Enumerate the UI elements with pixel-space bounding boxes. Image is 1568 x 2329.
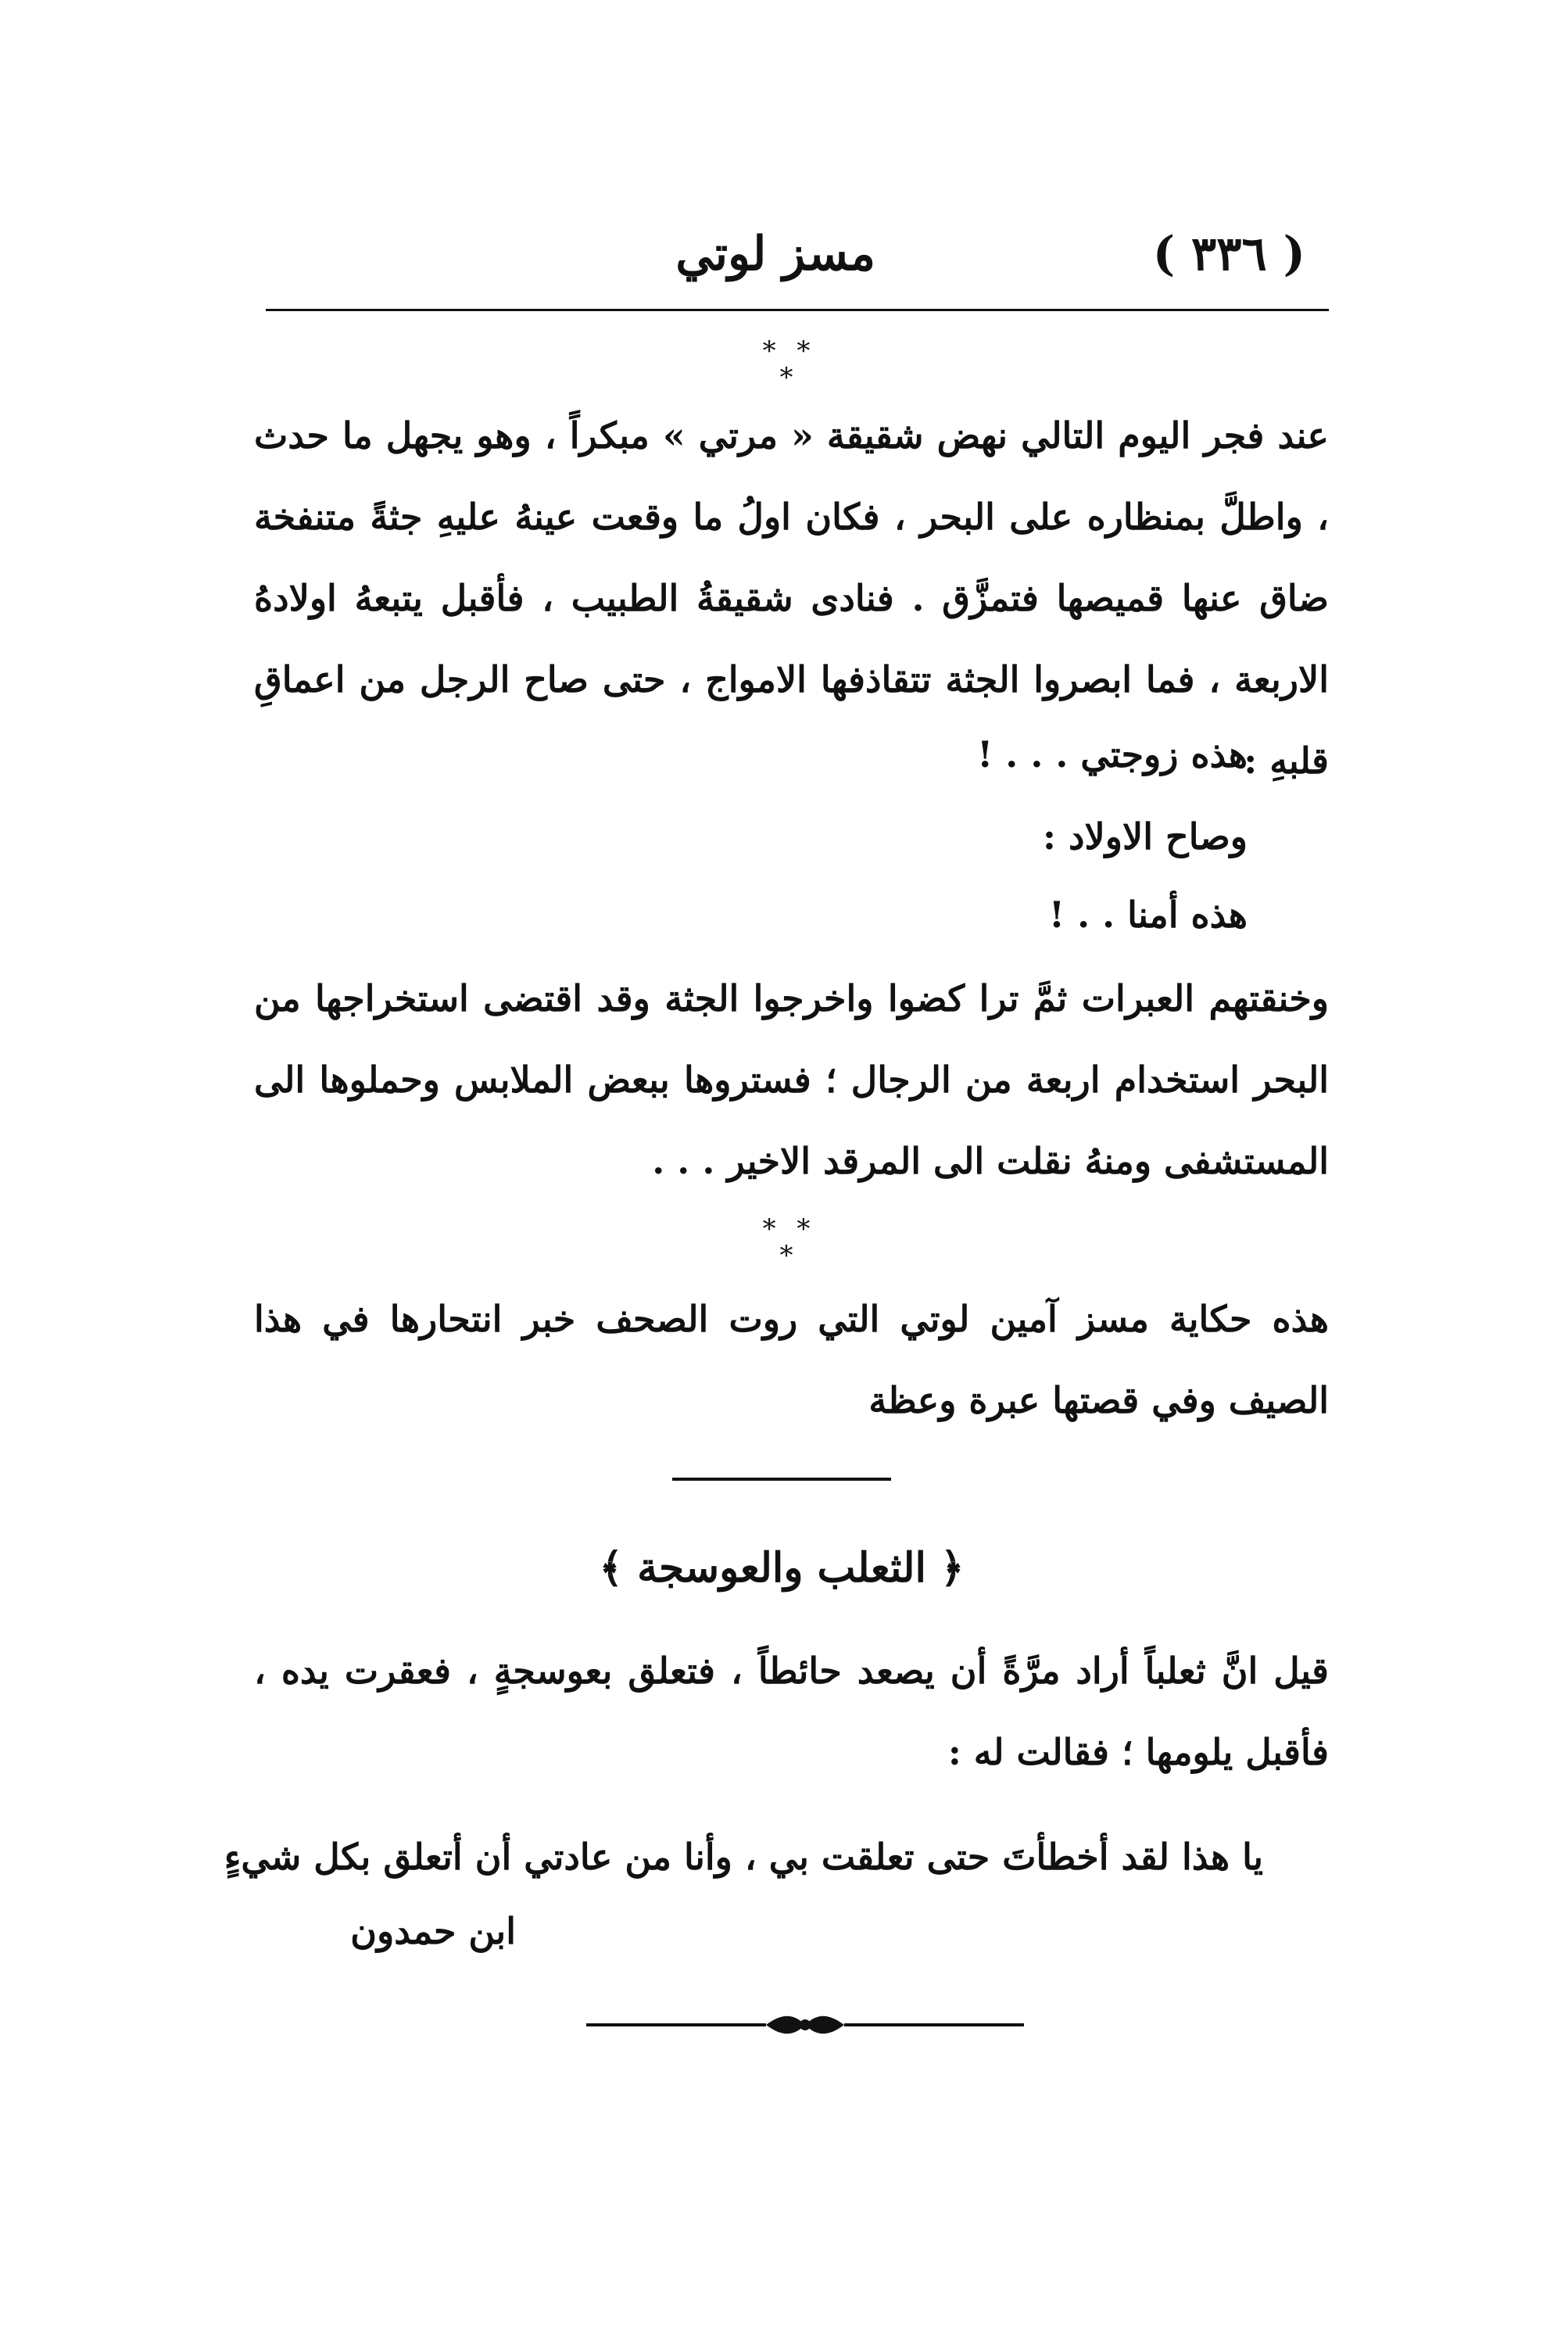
running-title: مسز لوتي <box>675 227 875 281</box>
fable-quote: يا هذا لقد أخطأتَ حتى تعلقت بي ، وأنا من عادتي أن أتعلق بكل شيءٍ <box>224 1836 1263 1878</box>
header-rule <box>266 309 1329 311</box>
running-header <box>266 227 1329 297</box>
story-conclusion: هذه حكاية مسز آمين لوتي التي روت الصحف خبر انتحارها في هذا الصيف وفي قصتها عبرة وعظة <box>254 1298 1329 1421</box>
story-paragraph-2: وخنقتهم العبرات ثمَّ ترا كضوا واخرجوا الجثة وقد اقتضى استخراجها من البحر استخدام اربعة من الرجال ؛ فستروها ببعض الملابس وحملوها الى المستشفى ومنهُ نقلت الى المرقد الاخير . . . <box>254 977 1329 1182</box>
section-ornament-stars-2: * * * <box>762 1213 817 1271</box>
story-paragraph-1: عند فجر اليوم التالي نهض شقيقة « مرتي » مبكراً ، وهو يجهل ما حدث ، واطلَّ بمنظاره على البحر ، فكان اولُ ما وقعت عينهُ عليهِ جثةً متنفخة ضاق عنها قميصها فتمزَّق . فنادى شقيقةُ الطبيب ، فأقبل يتبعهُ اولادهُ الاربعة ، فما ابصروا الجثة تتقاذفها الامواج ، حتى صاح الرجل من اعماقِ قلبهِ : <box>254 414 1329 782</box>
children-shout-line: وصاح الاولاد : <box>1043 815 1248 858</box>
page-number: ( ٣٣٦ ) <box>1152 227 1305 281</box>
exclamation-husband: هذه زوجتي . . . ! <box>977 733 1248 776</box>
exclamation-children: هذه أمنا . . ! <box>1048 894 1248 936</box>
section-separator <box>672 1478 891 1481</box>
end-ornament <box>586 2013 1024 2037</box>
fable-author: ابن حمدون <box>350 1910 516 1952</box>
fable-paragraph: قيل انَّ ثعلباً أراد مرَّةً أن يصعد حائطاً ، فتعلق بعوسجةٍ ، فعقرت يده ، فأقبل يلومها ؛ فقالت له : <box>254 1650 1329 1773</box>
fable-title: ﴿ الثعلب والعوسجة ﴾ <box>599 1544 965 1592</box>
section-ornament-stars: * * * <box>762 335 817 393</box>
